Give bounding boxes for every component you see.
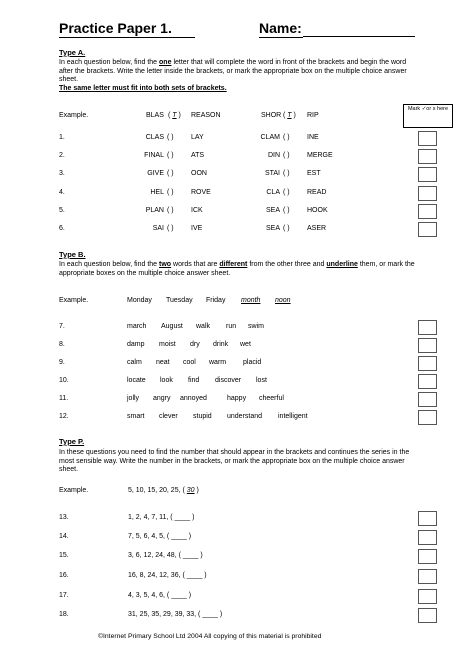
word-option[interactable]: angry: [153, 395, 171, 402]
answer-mark-box[interactable]: [418, 549, 437, 564]
type-b-instructions: In each question below, find the two words that are different from the other three and underline them, or mark the appropriate boxes on the multiple choice answer sheet.: [59, 261, 415, 277]
answer-bracket-1[interactable]: ( ): [167, 207, 174, 214]
word-option[interactable]: understand: [227, 413, 263, 420]
question-number: 10.: [59, 377, 69, 384]
example-b-word-4: month: [241, 297, 261, 304]
question-number: 7.: [59, 323, 65, 330]
word-option[interactable]: swim: [248, 323, 264, 330]
answer-mark-box[interactable]: [418, 374, 437, 389]
type-b-heading: Type B.: [59, 250, 86, 259]
word-option[interactable]: drink: [213, 341, 229, 348]
answer-mark-box[interactable]: [418, 167, 437, 182]
type-p-heading: Type P.: [59, 437, 85, 446]
type-a-example-label: Example.: [59, 112, 89, 119]
word-after-bracket-2: HOOK: [307, 207, 328, 214]
word-before-bracket-1: SAI: [152, 225, 164, 232]
example-word-2: REASON: [191, 112, 221, 119]
word-option[interactable]: annoyed: [180, 395, 207, 402]
answer-mark-box[interactable]: [418, 511, 437, 526]
type-a-heading: Type A.: [59, 48, 86, 57]
question-number: 3.: [59, 170, 65, 177]
word-option[interactable]: dry: [190, 341, 200, 348]
answer-bracket-2[interactable]: ( ): [283, 207, 290, 214]
word-after-bracket-1: LAY: [191, 134, 204, 141]
word-option[interactable]: moist: [159, 341, 176, 348]
type-p-instructions: In these questions you need to find the number that should appear in the brackets and continues the series in the most sensible way. Write the number in the brackets, or mark the appropriate box on the multiple choice answer sheet.: [59, 449, 410, 474]
type-a-instructions: In each question below, find the one letter that will complete the word in front of the brackets and begin the word after the brackets. Write the letter inside the brackets, or mark the appropriate box on the multiple choice answer sheet. The same letter must fit into both sets of brackets.: [59, 59, 407, 92]
type-p-example-label: Example.: [59, 487, 89, 494]
answer-mark-box[interactable]: [418, 222, 437, 237]
word-option[interactable]: locate: [127, 377, 146, 384]
question-number: 12.: [59, 413, 69, 420]
word-option[interactable]: damp: [127, 341, 145, 348]
example-answer-2: ( T ): [283, 112, 296, 119]
word-after-bracket-2: MERGE: [307, 152, 333, 159]
answer-mark-box[interactable]: [418, 320, 437, 335]
question-number: 5.: [59, 207, 65, 214]
word-before-bracket-1: GIVE: [147, 170, 164, 177]
word-option[interactable]: find: [188, 377, 200, 384]
word-option[interactable]: placid: [243, 359, 262, 366]
answer-bracket-1[interactable]: ( ): [167, 189, 174, 196]
word-option[interactable]: lost: [256, 377, 267, 384]
question-number: 9.: [59, 359, 65, 366]
word-option[interactable]: stupid: [193, 413, 212, 420]
answer-bracket-2[interactable]: ( ): [283, 170, 290, 177]
question-number: 13.: [59, 514, 69, 521]
question-number: 17.: [59, 592, 69, 599]
answer-mark-box[interactable]: [418, 569, 437, 584]
answer-mark-box[interactable]: [418, 410, 437, 425]
word-option[interactable]: intelligent: [278, 413, 308, 420]
answer-mark-box[interactable]: [418, 356, 437, 371]
answer-mark-box[interactable]: [418, 530, 437, 545]
word-before-bracket-2: DIN: [267, 152, 280, 159]
answer-bracket-2[interactable]: ( ): [283, 152, 290, 159]
word-after-bracket-2: READ: [307, 189, 327, 196]
word-after-bracket-1: ATS: [191, 152, 205, 159]
word-option[interactable]: cheerful: [259, 395, 284, 402]
answer-bracket-2[interactable]: ( ): [283, 189, 290, 196]
question-number: 4.: [59, 189, 65, 196]
example-b-word-1: Monday: [127, 297, 152, 304]
word-after-bracket-2: ASER: [307, 225, 327, 232]
mark-here-label: Mark ✓or x here: [403, 104, 453, 128]
example-answer-1: ( T ): [168, 112, 181, 119]
question-number: 11.: [59, 395, 69, 402]
word-option[interactable]: warm: [209, 359, 227, 366]
word-option[interactable]: cool: [183, 359, 196, 366]
word-option[interactable]: August: [161, 323, 183, 330]
title-underline: [59, 37, 195, 38]
answer-mark-box[interactable]: [418, 204, 437, 219]
example-b-word-3: Friday: [206, 297, 226, 304]
answer-bracket-1[interactable]: ( ): [167, 170, 174, 177]
answer-bracket-1[interactable]: ( ): [167, 152, 174, 159]
answer-mark-box[interactable]: [418, 149, 437, 164]
example-p-series: 5, 10, 15, 20, 25, ( 30 ): [128, 487, 199, 494]
word-before-bracket-2: STAI: [264, 170, 280, 177]
answer-bracket-2[interactable]: ( ): [283, 225, 290, 232]
word-after-bracket-1: ICK: [191, 207, 203, 214]
number-series[interactable]: 1, 2, 4, 7, 11, ( ____ ): [128, 514, 195, 521]
word-option[interactable]: look: [160, 377, 173, 384]
name-label: Name:: [259, 20, 302, 36]
example-word-1: BLAS: [146, 112, 164, 119]
paper-title: Practice Paper 1.: [59, 20, 172, 36]
word-after-bracket-2: EST: [307, 170, 321, 177]
word-option[interactable]: discover: [215, 377, 242, 384]
word-option[interactable]: march: [127, 323, 147, 330]
example-word-4: RIP: [307, 112, 319, 119]
answer-bracket-1[interactable]: ( ): [167, 225, 174, 232]
number-series[interactable]: 3, 6, 12, 24, 48, ( ____ ): [128, 552, 203, 559]
answer-mark-box[interactable]: [418, 392, 437, 407]
answer-mark-box[interactable]: [418, 131, 437, 146]
word-option[interactable]: walk: [196, 323, 211, 330]
name-field-line[interactable]: [303, 36, 415, 37]
answer-mark-box[interactable]: [418, 186, 437, 201]
word-before-bracket-1: PLAN: [145, 207, 164, 214]
question-number: 16.: [59, 572, 69, 579]
word-after-bracket-1: OON: [191, 170, 207, 177]
word-after-bracket-2: INE: [307, 134, 319, 141]
example-p-answer: 30: [186, 487, 195, 494]
word-option[interactable]: calm: [127, 359, 142, 366]
word-before-bracket-1: FINAL: [144, 152, 164, 159]
example-b-word-2: Tuesday: [166, 297, 193, 304]
word-option[interactable]: run: [226, 323, 237, 330]
word-after-bracket-1: ROVE: [191, 189, 211, 196]
word-before-bracket-2: SEA: [265, 225, 280, 232]
word-before-bracket-1: CLAS: [145, 134, 164, 141]
word-before-bracket-2: CLA: [266, 189, 280, 196]
answer-bracket-2[interactable]: ( ): [283, 134, 290, 141]
question-number: 18.: [59, 611, 69, 618]
answer-mark-box[interactable]: [418, 608, 437, 623]
question-number: 2.: [59, 152, 65, 159]
word-before-bracket-2: SEA: [265, 207, 280, 214]
word-option[interactable]: wet: [240, 341, 251, 348]
question-number: 1.: [59, 134, 65, 141]
number-series[interactable]: 4, 3, 5, 4, 6, ( ____ ): [128, 592, 192, 599]
question-number: 15.: [59, 552, 69, 559]
type-b-example-label: Example.: [59, 297, 89, 304]
word-after-bracket-1: IVE: [191, 225, 203, 232]
name-label-underline: [259, 37, 303, 38]
number-series[interactable]: 31, 25, 35, 29, 39, 33, ( ____ ): [128, 611, 223, 618]
example-word-3: SHOR: [261, 112, 282, 119]
number-series[interactable]: 16, 8, 24, 12, 36, ( ____ ): [128, 572, 207, 579]
answer-mark-box[interactable]: [418, 338, 437, 353]
answer-bracket-1[interactable]: ( ): [167, 134, 174, 141]
word-before-bracket-1: HEL: [150, 189, 164, 196]
word-option[interactable]: neat: [156, 359, 170, 366]
word-option[interactable]: clever: [159, 413, 178, 420]
question-number: 6.: [59, 225, 65, 232]
question-number: 8.: [59, 341, 65, 348]
copyright-footer: ©Internet Primary School Ltd 2004 All copying of this material is prohibited: [98, 633, 322, 640]
word-option[interactable]: jolly: [127, 395, 140, 402]
type-a-bold-rule: The same letter must fit into both sets of brackets.: [59, 84, 227, 92]
word-option[interactable]: smart: [127, 413, 145, 420]
word-before-bracket-2: CLAM: [260, 134, 280, 141]
number-series[interactable]: 7, 5, 6, 4, 5, ( ____ ): [128, 533, 192, 540]
example-b-word-5: noon: [275, 297, 291, 304]
question-number: 14.: [59, 533, 69, 540]
answer-mark-box[interactable]: [418, 589, 437, 604]
word-option[interactable]: happy: [227, 395, 247, 402]
